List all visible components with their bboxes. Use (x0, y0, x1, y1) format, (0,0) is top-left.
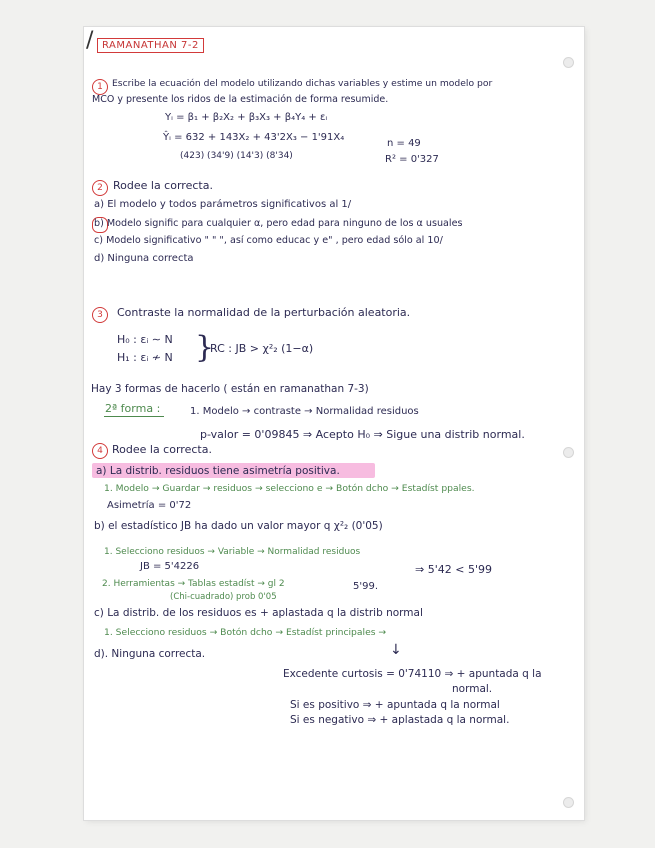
question-number: 1 (92, 79, 108, 95)
q4-excess-kurtosis-cont: normal. (452, 683, 493, 695)
q4-b-step1: 1. Selecciono residuos → Variable → Normalidad residuos (104, 547, 361, 557)
q3-null-hypothesis: H₀ : εᵢ ∼ N (117, 333, 173, 346)
page-tag: RAMANATHAN 7-2 (97, 38, 204, 53)
q3-method-steps: 1. Modelo → contraste → Normalidad residuos (190, 406, 419, 417)
q1-text-line2: MCO y presente los ridos de la estimación de forma resumide. (92, 94, 389, 105)
binder-hole (563, 447, 574, 458)
q2-option-a: a) El modelo y todos parámetros significativos al 1/ (94, 199, 352, 210)
question-number: 3 (92, 307, 108, 323)
q1-model-equation: Yᵢ = β₁ + β₂X₂ + β₃X₃ + β₄Y₄ + εᵢ (165, 112, 328, 123)
q4-b-step2-detail: (Chi-cuadrado) prob 0'05 (170, 592, 277, 602)
brace-symbol: } (195, 330, 215, 365)
q1-text-line1: Escribe la ecuación del modelo utilizando dichas variables y estime un modelo por (112, 78, 493, 89)
q1-sample-size: n = 49 (387, 138, 421, 149)
q4-b-step2: 2. Herramientas → Tablas estadíst → gl 2 (102, 579, 285, 589)
q3-alt-hypothesis: H₁ : εᵢ ≁ N (117, 351, 173, 364)
arrow-down-icon: ↓ (390, 642, 402, 658)
q4-positive-note: Si es positivo ⇒ + apuntada q la normal (290, 699, 500, 711)
q2-option-d: d) Ninguna correcta (94, 253, 194, 264)
q3-title: Contraste la normalidad de la perturbación aleatoria. (117, 306, 411, 319)
q2-title: Rodee la correcta. (113, 179, 213, 192)
q1-standard-errors: (423) (34'9) (14'3) (8'34) (180, 151, 293, 161)
q4-negative-note: Si es negativo ⇒ + aplastada q la normal. (290, 714, 510, 726)
q4-c-steps: 1. Selecciono residuos → Botón dcho → Estadíst principales → (104, 627, 387, 638)
q3-rejection-region: RC : JB > χ²₂ (1−α) (210, 342, 314, 355)
q3-ways-note: Hay 3 formas de hacerlo ( están en ramanathan 7-3) (91, 383, 369, 395)
q3-method-label: 2ª forma : (105, 402, 161, 415)
q1-estimated-equation: Ŷᵢ = 632 + 143X₂ + 43'2X₃ − 1'91X₄ (163, 132, 345, 143)
q4-option-d: d). Ninguna correcta. (94, 648, 206, 660)
binder-hole (563, 57, 574, 68)
q4-b-critical-value: 5'99. (353, 581, 379, 592)
q4-excess-kurtosis: Excedente curtosis = 0'74110 ⇒ + apuntada q la (283, 668, 542, 680)
underline (104, 416, 164, 417)
q4-option-c: c) La distrib. de los residuos es + aplastada q la distrib normal (94, 607, 423, 619)
q1-r-squared: R² = 0'327 (385, 154, 439, 165)
q4-option-a: a) La distrib. residuos tiene asimetría positiva. (96, 465, 340, 477)
q2-option-b: b) Modelo signific para cualquier α, pero edad para ninguno de los α usuales (94, 218, 463, 229)
margin-slash: / (86, 28, 94, 53)
question-number: 4 (92, 443, 108, 459)
q4-b-comparison: ⇒ 5'42 < 5'99 (415, 563, 492, 576)
q4-option-b: b) el estadístico JB ha dado un valor mayor q χ²₂ (0'05) (94, 520, 383, 532)
q4-title: Rodee la correcta. (112, 443, 212, 456)
q2-option-c: c) Modelo significativo " " ", así como educac y e" , pero edad sólo al 10/ (94, 235, 443, 246)
binder-hole (563, 797, 574, 808)
question-number: 2 (92, 180, 108, 196)
q4-a-asymmetry: Asimetría = 0'72 (107, 500, 192, 511)
q4-b-jb-value: JB = 5'4226 (140, 561, 200, 572)
q3-p-value-conclusion: p-valor = 0'09845 ⇒ Acepto H₀ ⇒ Sigue una distrib normal. (200, 428, 525, 441)
q4-a-steps: 1. Modelo → Guardar → residuos → selecciono e → Botón dcho → Estadíst ppales. (104, 483, 475, 494)
